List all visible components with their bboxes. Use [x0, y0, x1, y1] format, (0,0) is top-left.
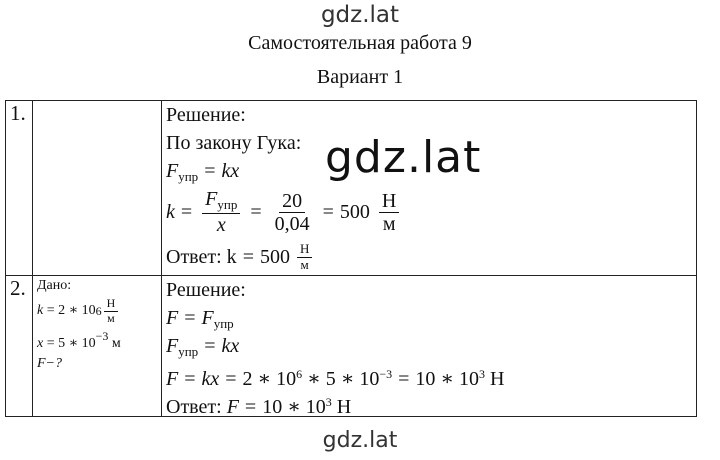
fraction-force-over-x: $\frac{F_{упр}}{x}$ [202, 188, 240, 235]
table-row [6, 101, 697, 276]
given-label: Дано: [37, 278, 72, 293]
solution-cell [162, 276, 697, 417]
solution-cell [162, 101, 697, 276]
formula-hooke: $F_{упр}$ = kx [166, 335, 240, 359]
given-cell [33, 276, 162, 417]
given-unit-fraction: $\frac{Н}{м}$ [104, 297, 119, 324]
formula-k-calc: k = $\frac{F_{упр}}{x}$ = $\frac{20}{0,04}$ = 500 $\frac{Н}{м}$ [166, 185, 696, 239]
problem-number: 1. [6, 101, 33, 276]
problem-number: 2. [6, 276, 33, 417]
watermark-bottom: gdz.lat [322, 428, 398, 453]
formula-f-equals-fupr: $F = F_{упр}$ [166, 307, 234, 331]
given-x: x = 5 ∗ $10^{-3}$ м [37, 329, 121, 351]
watermark-top: gdz.lat [320, 2, 400, 28]
given-k: k = 2 ∗ 10 6 $\frac{Н}{м}$ [37, 296, 161, 326]
given-cell [33, 101, 162, 276]
solution-label: Решение: [166, 104, 246, 126]
solution-label: Решение: [166, 279, 246, 301]
answer-line: Ответ: F = 10 ∗ $10^3$ Н [166, 395, 352, 418]
variant-title: Вариант 1 [316, 66, 404, 88]
formula-hooke: $F_{упр}$ = kx [166, 160, 240, 184]
table-row [6, 276, 697, 417]
page-title: Самостоятельная работа 9 [248, 32, 472, 54]
answer-line: Ответ: k = 500 $\frac{Н}{м}$ [166, 239, 696, 275]
answer-unit-fraction: $\frac{Н}{м}$ [297, 242, 312, 272]
given-find: F−? [37, 356, 62, 371]
watermark-center: gdz.lat [325, 132, 482, 183]
unit-fraction: $\frac{Н}{м}$ [379, 190, 399, 235]
formula-calculation: F = kx = 2 ∗ $10^6$ ∗ 5 ∗ $10^{-3} = 10$ ∗ $10^3$ Н [166, 367, 505, 390]
hooke-law-text: По закону Гука: [166, 132, 302, 154]
fraction-numeric: $\frac{20}{0,04}$ [274, 189, 310, 235]
